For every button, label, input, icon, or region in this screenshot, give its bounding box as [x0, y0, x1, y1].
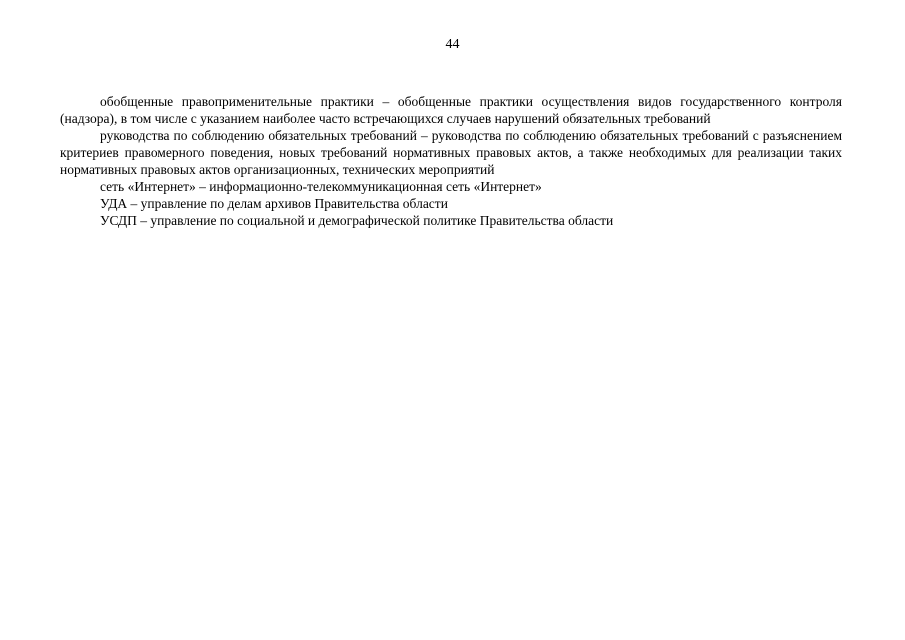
- definition-usdp: УСДП – управление по социальной и демографической политике Правительства области: [100, 213, 614, 228]
- definitions-list: [60, 93, 842, 229]
- definition-compliance-guides: руководства по соблюдению обязательных требований – руководства по соблюдению обязательных требований с разъяснением критериев правомерного поведения, новых требований нормативных правовых актов, а также необходимых для реализации таких нормативных правовых актов организационных, технических мероприятий: [60, 128, 842, 177]
- definition-uda: УДА – управление по делам архивов Правительства области: [100, 196, 448, 211]
- definition-internet: сеть «Интернет» – информационно-телекоммуникационная сеть «Интернет»: [100, 179, 542, 194]
- definition-generalized-practices: обобщенные правоприменительные практики – обобщенные практики осуществления видов государственного контроля (надзора), в том числе с указанием наиболее часто встречающихся случаев нарушений обязательных требований: [60, 94, 842, 126]
- page-number: 44: [445, 37, 460, 52]
